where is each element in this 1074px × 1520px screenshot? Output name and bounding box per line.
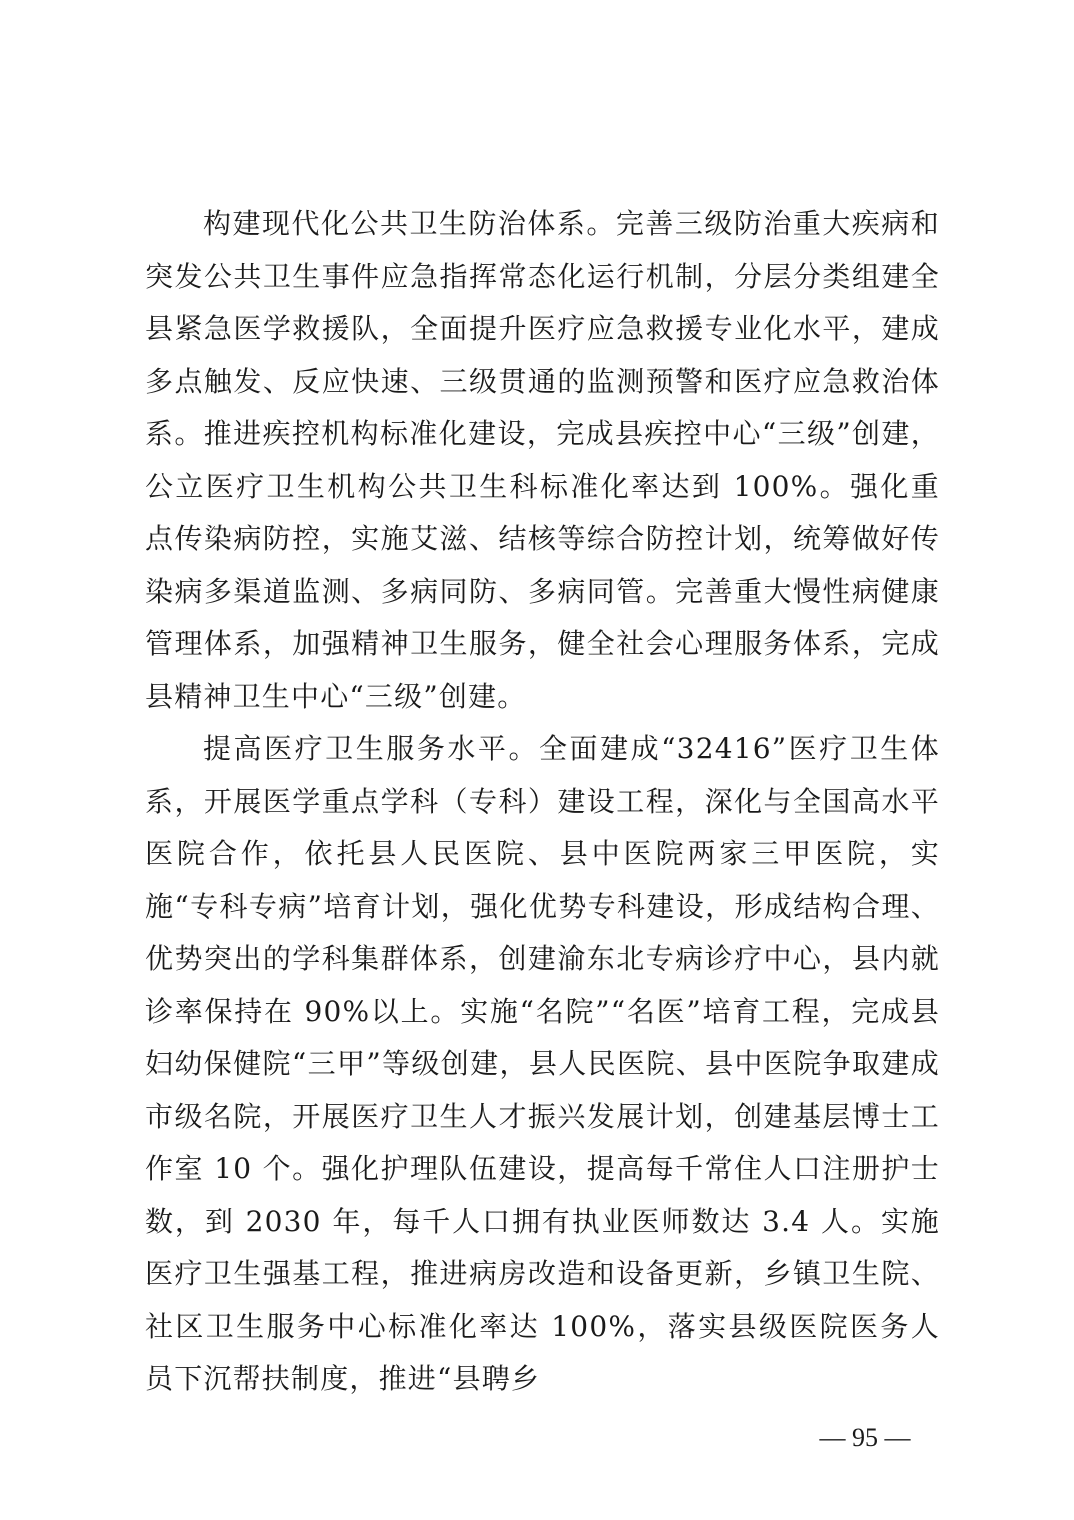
paragraph-medical-service-level: 提高医疗卫生服务水平。全面建成“32416”医疗卫生体系，开展医学重点学科（专科）建设工程，深化与全国高水平医院合作，依托县人民医院、县中医院两家三甲医院，实施“专科专病”培育计划，强化优势专科建设，形成结构合理、优势突出的学科集群体系，创建渝东北专病诊疗中心，县内就诊率保持在 90%以上。实施“名院”“名医”培育工程，完成县妇幼保健院“三甲”等级创建，县人民医院、县中医院争取建成市级名院，开展医疗卫生人才振兴发展计划，创建基层博士工作室 10 个。强化护理队伍建设，提高每千常住人口注册护士数，到 2030 年，每千人口拥有执业医师数达 3.4 人。实施医疗卫生强基工程，推进病房改造和设备更新，乡镇卫生院、社区卫生服务中心标准化率达 100%，落实县级医院医务人员下沉帮扶制度，推进“县聘乡 bbox=[145, 732, 940, 1395]
paragraph-public-health-system: 构建现代化公共卫生防治体系。完善三级防治重大疾病和突发公共卫生事件应急指挥常态化运行机制，分层分类组建全县紧急医学救援队，全面提升医疗应急救援专业化水平，建成多点触发、反应快速、三级贯通的监测预警和医疗应急救治体系。推进疾控机构标准化建设，完成县疾控中心“三级”创建，公立医疗卫生机构公共卫生科标准化率达到 100%。强化重点传染病防控，实施艾滋、结核等综合防控计划，统筹做好传染病多渠道监测、多病同防、多病同管。完善重大慢性病健康管理体系，加强精神卫生服务，健全社会心理服务体系，完成县精神卫生中心“三级”创建。 bbox=[145, 207, 940, 713]
body-text bbox=[145, 198, 940, 1406]
page-number: — 95 — bbox=[819, 1423, 911, 1452]
